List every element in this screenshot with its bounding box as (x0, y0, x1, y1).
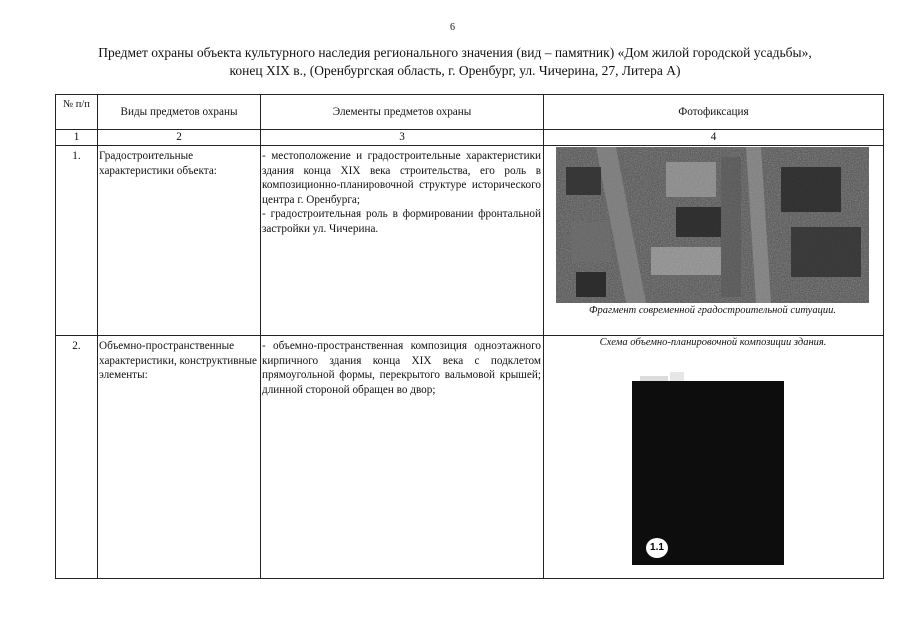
col-number-3: 3 (399, 131, 405, 143)
col-number-2: 2 (176, 131, 182, 143)
page-number: 6 (450, 22, 455, 33)
row2-elements: - объемно-пространственная композиция одноэтажного кирпичного здания конца XIX века с подклетом прямоугольной формы, перекрытого вальмовой крышей; длинной стороной обращен во двор; (262, 340, 541, 396)
row2-type: Объемно-пространственные характеристики, конструктивные элементы: (99, 340, 257, 381)
header-num: № п/п (63, 99, 90, 110)
row2-photo-caption: Схема объемно-планировочной композиции здания. (599, 337, 827, 348)
aerial-photo (556, 147, 869, 303)
col-number-4: 4 (710, 131, 717, 143)
title-line-1: Предмет охраны объекта культурного наследия регионального значения (вид – памятник) «Дом жилой городской усадьбы», (98, 45, 812, 60)
row1-type: Градостроительные характеристики объекта: (99, 150, 217, 177)
col-number-1: 1 (73, 131, 80, 143)
row2-num: 2. (72, 340, 81, 352)
title-line-2: конец XIX в., (Оренбургская область, г. Оренбург, ул. Чичерина, 27, Литера А) (229, 63, 681, 78)
row1-num: 1. (72, 150, 81, 162)
header-elements: Элементы предметов охраны (332, 106, 472, 118)
plan-marker-label: 1.1 (646, 538, 668, 558)
row1-elements (262, 149, 541, 236)
row1-elements-p2: - градостроительная роль в формировании фронтальной застройки ул. Чичерина. (262, 208, 541, 235)
header-photo: Фотофиксация (678, 106, 749, 118)
header-type: Виды предметов охраны (120, 106, 238, 118)
document-title (40, 44, 870, 80)
building-plan-scheme (632, 381, 784, 565)
row1-elements-p1: - местоположение и градостроительные характеристики здания конца XIX века строительства, его роль в композиционно-планировочной структуре исторического центра г. Оренбурга; (262, 150, 541, 206)
row1-photo-caption: Фрагмент современной градостроительной ситуации. (589, 305, 836, 316)
